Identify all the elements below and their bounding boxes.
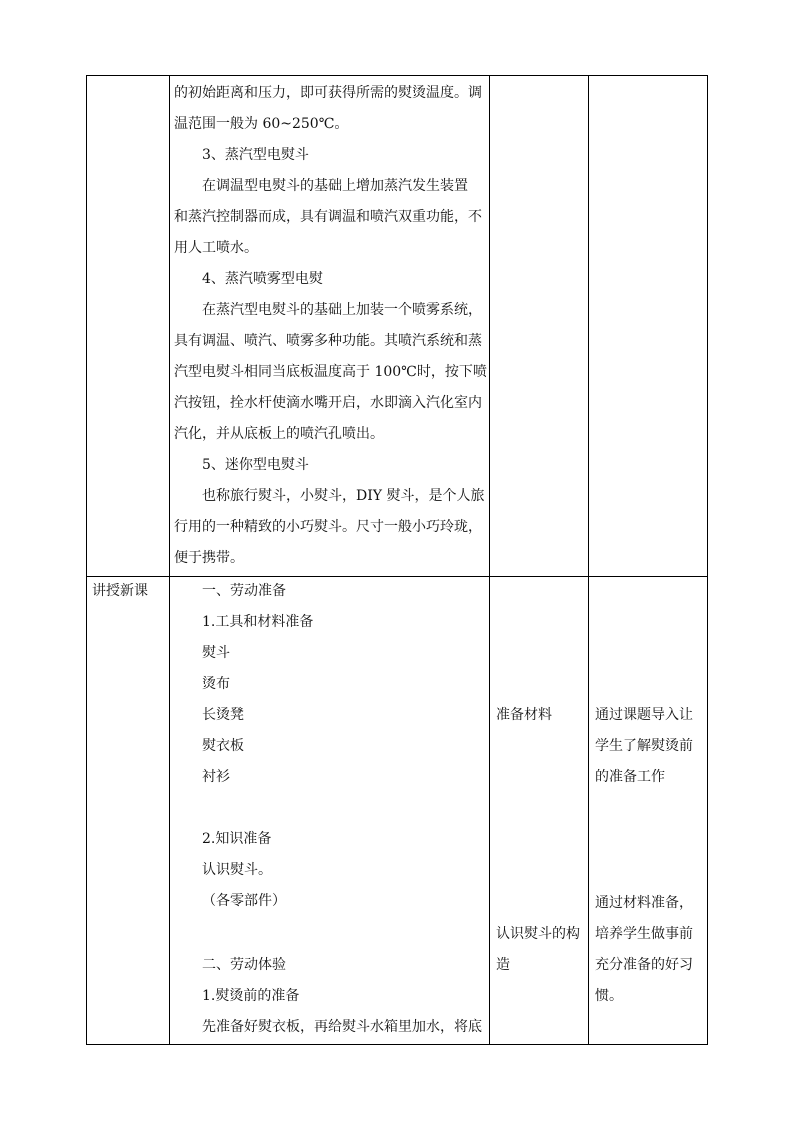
table-divider-col3 [588, 75, 589, 1045]
content-line: 在蒸汽型电熨斗的基础上加装一个喷雾系统， [202, 302, 482, 318]
table-divider-col2 [489, 75, 490, 1045]
table-row-divider [86, 576, 708, 577]
content-line: （各零部件） [202, 893, 286, 909]
table-border-top [86, 75, 708, 76]
section-heading: 二、劳动体验 [202, 957, 286, 973]
content-line: 衬衫 [202, 769, 230, 785]
content-line: 和蒸汽控制器而成，具有调温和喷汽双重功能，不 [174, 209, 482, 225]
content-line: 用人工喷水。 [174, 240, 258, 256]
content-line: 5、迷你型电熨斗 [202, 457, 309, 473]
content-line: 认识熨斗。 [202, 862, 272, 878]
content-line: 长烫凳 [202, 707, 244, 723]
content-line: 温范围一般为 60~250℃。 [174, 116, 349, 132]
table-divider-col1 [169, 75, 170, 1045]
student-activity-line: 准备材料 [496, 707, 552, 723]
content-line: 熨斗 [202, 645, 230, 661]
content-line: 烫布 [202, 676, 230, 692]
design-intent-line: 培养学生做事前 [595, 926, 693, 942]
content-line: 行用的一种精致的小巧熨斗。尺寸一般小巧玲珑， [174, 519, 482, 535]
content-line: 先准备好熨衣板，再给熨斗水箱里加水，将底 [202, 1019, 482, 1035]
student-activity-line: 认识熨斗的构 [496, 926, 580, 942]
content-line: 汽型电熨斗相同当底板温度高于 100℃时，按下喷 [174, 364, 487, 380]
table-border-bottom [86, 1044, 708, 1045]
content-line: 汽化，并从底板上的喷汽孔喷出。 [174, 426, 384, 442]
content-line: 熨衣板 [202, 738, 244, 754]
content-line: 便于携带。 [174, 550, 244, 566]
design-intent-line: 学生了解熨烫前 [595, 738, 693, 754]
content-line: 汽按钮，拴水杆使滴水嘴开启，水即滴入汽化室内 [174, 395, 482, 411]
table-border-right [707, 75, 708, 1045]
student-activity-line: 造 [496, 957, 510, 973]
content-line: 1.熨烫前的准备 [202, 988, 300, 1004]
content-line: 也称旅行熨斗，小熨斗，DIY 熨斗，是个人旅 [202, 488, 485, 504]
content-line: 4、蒸汽喷雾型电熨 [202, 271, 323, 287]
content-line: 的初始距离和压力，即可获得所需的熨烫温度。调 [174, 85, 482, 101]
content-line: 在调温型电熨斗的基础上增加蒸汽发生装置 [202, 178, 468, 194]
design-intent-line: 惯。 [595, 988, 623, 1004]
content-line: 1.工具和材料准备 [202, 614, 314, 630]
design-intent-line: 充分准备的好习 [595, 957, 693, 973]
design-intent-line: 通过课题导入让 [595, 707, 693, 723]
design-intent-line: 的准备工作 [595, 769, 665, 785]
content-line: 2.知识准备 [202, 831, 272, 847]
section-heading: 一、劳动准备 [202, 583, 286, 599]
content-line: 具有调温、喷汽、喷雾多种功能。其喷汽系统和蒸 [174, 333, 482, 349]
content-line: 3、蒸汽型电熨斗 [202, 147, 309, 163]
table-border-left [86, 75, 87, 1045]
design-intent-line: 通过材料准备， [595, 895, 693, 911]
stage-label: 讲授新课 [92, 583, 148, 599]
